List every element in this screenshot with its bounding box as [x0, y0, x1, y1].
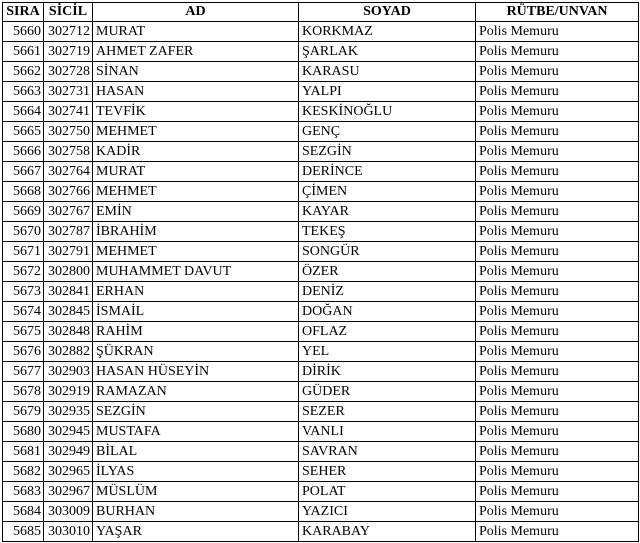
cell-sicil: 302903	[44, 362, 93, 382]
cell-rutbe: Polis Memuru	[476, 242, 639, 262]
cell-sicil: 302791	[44, 242, 93, 262]
cell-sira: 5681	[3, 442, 44, 462]
cell-sira: 5683	[3, 482, 44, 502]
cell-sira: 5668	[3, 182, 44, 202]
cell-ad: BİLAL	[93, 442, 299, 462]
cell-soyad: GENÇ	[299, 122, 476, 142]
cell-rutbe: Polis Memuru	[476, 82, 639, 102]
cell-sira: 5666	[3, 142, 44, 162]
cell-soyad: YEL	[299, 342, 476, 362]
cell-soyad: KAYAR	[299, 202, 476, 222]
cell-sira: 5684	[3, 502, 44, 522]
cell-sicil: 302766	[44, 182, 93, 202]
table-row	[3, 242, 639, 262]
cell-soyad: VANLI	[299, 422, 476, 442]
cell-soyad: KARASU	[299, 62, 476, 82]
cell-sira: 5678	[3, 382, 44, 402]
cell-rutbe: Polis Memuru	[476, 362, 639, 382]
cell-rutbe: Polis Memuru	[476, 422, 639, 442]
cell-soyad: KORKMAZ	[299, 22, 476, 42]
cell-sira: 5676	[3, 342, 44, 362]
cell-sicil: 302800	[44, 262, 93, 282]
table-row	[3, 362, 639, 382]
cell-sicil: 302945	[44, 422, 93, 442]
cell-ad: MÜSLÜM	[93, 482, 299, 502]
cell-ad: MURAT	[93, 162, 299, 182]
cell-soyad: DERİNCE	[299, 162, 476, 182]
cell-sira: 5661	[3, 42, 44, 62]
cell-ad: BURHAN	[93, 502, 299, 522]
cell-soyad: TEKEŞ	[299, 222, 476, 242]
cell-ad: MURAT	[93, 22, 299, 42]
table-row	[3, 102, 639, 122]
cell-sira: 5675	[3, 322, 44, 342]
table-row	[3, 382, 639, 402]
cell-rutbe: Polis Memuru	[476, 522, 639, 542]
cell-soyad: DİRİK	[299, 362, 476, 382]
cell-sicil: 302750	[44, 122, 93, 142]
cell-ad: AHMET ZAFER	[93, 42, 299, 62]
cell-sira: 5673	[3, 282, 44, 302]
cell-sicil: 302935	[44, 402, 93, 422]
cell-sicil: 302712	[44, 22, 93, 42]
cell-rutbe: Polis Memuru	[476, 342, 639, 362]
cell-soyad: YALPI	[299, 82, 476, 102]
cell-sicil: 302758	[44, 142, 93, 162]
cell-ad: İSMAİL	[93, 302, 299, 322]
header-soyad: SOYAD	[299, 3, 476, 22]
cell-sicil: 303009	[44, 502, 93, 522]
table-row	[3, 122, 639, 142]
cell-ad: RAMAZAN	[93, 382, 299, 402]
cell-soyad: ŞARLAK	[299, 42, 476, 62]
cell-rutbe: Polis Memuru	[476, 322, 639, 342]
cell-ad: KADİR	[93, 142, 299, 162]
cell-rutbe: Polis Memuru	[476, 42, 639, 62]
cell-sicil: 302967	[44, 482, 93, 502]
cell-rutbe: Polis Memuru	[476, 122, 639, 142]
cell-sicil: 302919	[44, 382, 93, 402]
table-row	[3, 302, 639, 322]
cell-soyad: SONGÜR	[299, 242, 476, 262]
table-header-row	[3, 3, 639, 22]
cell-rutbe: Polis Memuru	[476, 222, 639, 242]
cell-ad: İBRAHİM	[93, 222, 299, 242]
table-row	[3, 202, 639, 222]
table-row	[3, 82, 639, 102]
cell-soyad: SAVRAN	[299, 442, 476, 462]
cell-ad: MEHMET	[93, 242, 299, 262]
cell-soyad: DOĞAN	[299, 302, 476, 322]
cell-sicil: 302719	[44, 42, 93, 62]
table-row	[3, 402, 639, 422]
cell-ad: MUSTAFA	[93, 422, 299, 442]
cell-sicil: 303010	[44, 522, 93, 542]
cell-ad: YAŞAR	[93, 522, 299, 542]
table-row	[3, 182, 639, 202]
cell-sicil: 302741	[44, 102, 93, 122]
table-row	[3, 342, 639, 362]
cell-ad: HASAN	[93, 82, 299, 102]
cell-sicil: 302965	[44, 462, 93, 482]
cell-sicil: 302764	[44, 162, 93, 182]
cell-ad: EMİN	[93, 202, 299, 222]
document-page	[0, 2, 640, 543]
cell-ad: ŞÜKRAN	[93, 342, 299, 362]
cell-soyad: KESKİNOĞLU	[299, 102, 476, 122]
cell-soyad: OFLAZ	[299, 322, 476, 342]
cell-ad: RAHİM	[93, 322, 299, 342]
cell-ad: HASAN HÜSEYİN	[93, 362, 299, 382]
cell-sira: 5660	[3, 22, 44, 42]
cell-rutbe: Polis Memuru	[476, 142, 639, 162]
cell-soyad: KARABAY	[299, 522, 476, 542]
cell-rutbe: Polis Memuru	[476, 282, 639, 302]
cell-rutbe: Polis Memuru	[476, 402, 639, 422]
table-body	[3, 22, 639, 542]
cell-sira: 5680	[3, 422, 44, 442]
cell-ad: MEHMET	[93, 182, 299, 202]
cell-rutbe: Polis Memuru	[476, 302, 639, 322]
table-row	[3, 62, 639, 82]
cell-ad: SİNAN	[93, 62, 299, 82]
cell-rutbe: Polis Memuru	[476, 502, 639, 522]
cell-ad: İLYAS	[93, 462, 299, 482]
cell-sira: 5674	[3, 302, 44, 322]
cell-sicil: 302882	[44, 342, 93, 362]
table-row	[3, 222, 639, 242]
personnel-table	[2, 2, 639, 542]
cell-ad: SEZGİN	[93, 402, 299, 422]
cell-sira: 5672	[3, 262, 44, 282]
cell-sira: 5665	[3, 122, 44, 142]
cell-ad: MUHAMMET DAVUT	[93, 262, 299, 282]
cell-rutbe: Polis Memuru	[476, 442, 639, 462]
header-rutbe: RÜTBE/UNVAN	[476, 3, 639, 22]
table-row	[3, 322, 639, 342]
cell-rutbe: Polis Memuru	[476, 102, 639, 122]
cell-sicil: 302841	[44, 282, 93, 302]
cell-soyad: ÇİMEN	[299, 182, 476, 202]
cell-soyad: SEZER	[299, 402, 476, 422]
table-row	[3, 22, 639, 42]
cell-rutbe: Polis Memuru	[476, 202, 639, 222]
cell-sira: 5662	[3, 62, 44, 82]
cell-sira: 5685	[3, 522, 44, 542]
table-row	[3, 162, 639, 182]
table-row	[3, 282, 639, 302]
cell-sicil: 302949	[44, 442, 93, 462]
cell-rutbe: Polis Memuru	[476, 382, 639, 402]
cell-ad: TEVFİK	[93, 102, 299, 122]
cell-sicil: 302848	[44, 322, 93, 342]
cell-sira: 5669	[3, 202, 44, 222]
table-row	[3, 442, 639, 462]
cell-sicil: 302728	[44, 62, 93, 82]
cell-soyad: POLAT	[299, 482, 476, 502]
cell-soyad: ÖZER	[299, 262, 476, 282]
cell-rutbe: Polis Memuru	[476, 62, 639, 82]
cell-sira: 5677	[3, 362, 44, 382]
cell-sicil: 302787	[44, 222, 93, 242]
cell-ad: ERHAN	[93, 282, 299, 302]
cell-sicil: 302767	[44, 202, 93, 222]
header-ad: AD	[93, 3, 299, 22]
cell-rutbe: Polis Memuru	[476, 182, 639, 202]
table-row	[3, 502, 639, 522]
cell-rutbe: Polis Memuru	[476, 22, 639, 42]
table-row	[3, 42, 639, 62]
cell-rutbe: Polis Memuru	[476, 462, 639, 482]
cell-sira: 5682	[3, 462, 44, 482]
cell-sira: 5663	[3, 82, 44, 102]
table-row	[3, 262, 639, 282]
cell-soyad: DENİZ	[299, 282, 476, 302]
table-row	[3, 462, 639, 482]
cell-sira: 5664	[3, 102, 44, 122]
table-row	[3, 482, 639, 502]
header-sira: SIRA	[3, 3, 44, 22]
table-row	[3, 142, 639, 162]
cell-sira: 5671	[3, 242, 44, 262]
cell-soyad: GÜDER	[299, 382, 476, 402]
table-row	[3, 522, 639, 542]
cell-sira: 5667	[3, 162, 44, 182]
header-sicil: SİCİL	[44, 3, 93, 22]
cell-soyad: SEHER	[299, 462, 476, 482]
cell-rutbe: Polis Memuru	[476, 482, 639, 502]
cell-sicil: 302845	[44, 302, 93, 322]
cell-rutbe: Polis Memuru	[476, 162, 639, 182]
cell-soyad: SEZGİN	[299, 142, 476, 162]
cell-rutbe: Polis Memuru	[476, 262, 639, 282]
cell-sira: 5670	[3, 222, 44, 242]
cell-ad: MEHMET	[93, 122, 299, 142]
table-row	[3, 422, 639, 442]
cell-soyad: YAZICI	[299, 502, 476, 522]
cell-sicil: 302731	[44, 82, 93, 102]
cell-sira: 5679	[3, 402, 44, 422]
